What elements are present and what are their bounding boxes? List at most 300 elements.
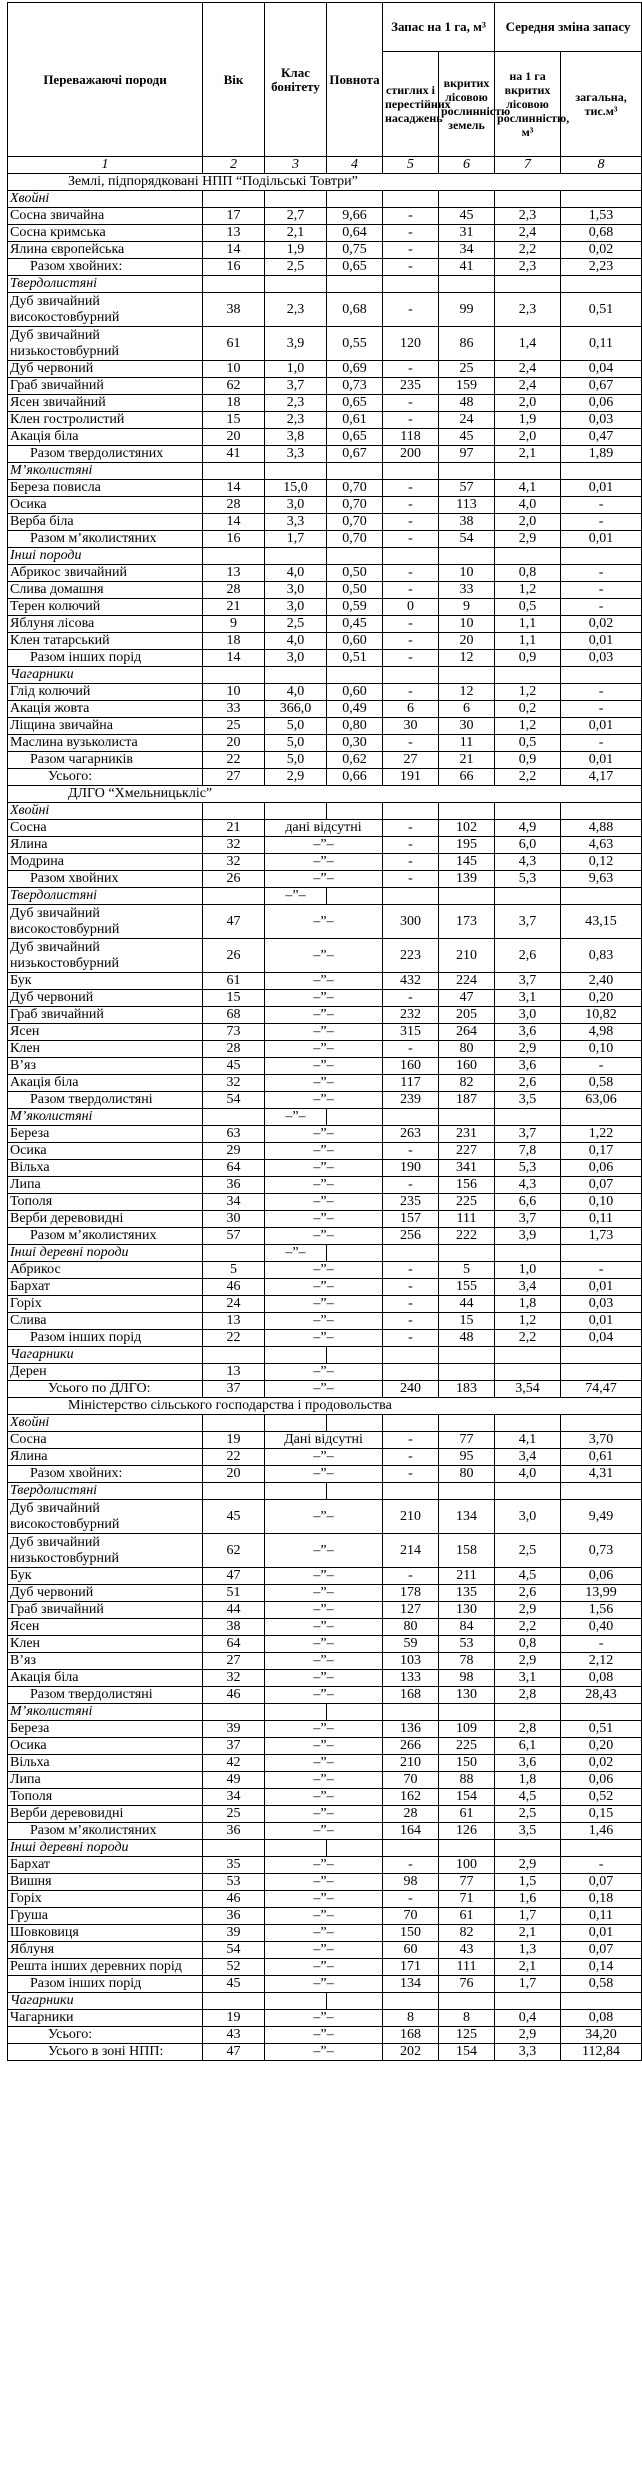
table-cell: –”–	[265, 1177, 383, 1194]
table-cell: 0,02	[561, 242, 642, 259]
table-cell: 1,2	[495, 1313, 561, 1330]
table-cell: 0,01	[561, 531, 642, 548]
subtotal-row	[8, 1466, 642, 1483]
table-cell: 2,9	[495, 1653, 561, 1670]
table-cell: 2,9	[495, 2027, 561, 2044]
table-cell: -	[383, 1313, 439, 1330]
table-cell: 10	[203, 361, 265, 378]
table-cell: 2,8	[495, 1687, 561, 1704]
header-change-group: Середня зміна запасу	[495, 3, 642, 52]
table-cell: 0,20	[561, 1738, 642, 1755]
table-cell: 0,62	[327, 752, 383, 769]
table-cell: 210	[439, 939, 495, 973]
table-cell: –”–	[265, 905, 383, 939]
table-cell: 158	[439, 1534, 495, 1568]
table-cell: 0,51	[561, 293, 642, 327]
table-cell: 98	[439, 1670, 495, 1687]
table-cell: 0,61	[327, 412, 383, 429]
table-cell: 80	[383, 1619, 439, 1636]
table-cell: 44	[203, 1602, 265, 1619]
table-cell: 76	[439, 1976, 495, 1993]
table-cell: –”–	[265, 1092, 383, 1109]
species-name: Акація жовта	[8, 701, 203, 718]
table-cell: 118	[383, 429, 439, 446]
table-cell: 1,0	[495, 1262, 561, 1279]
table-row	[8, 1619, 642, 1636]
table-row	[8, 1313, 642, 1330]
table-cell: 35	[203, 1857, 265, 1874]
subtotal-row	[8, 259, 642, 276]
table-cell: 111	[439, 1959, 495, 1976]
table-row	[8, 1007, 642, 1024]
table-cell: –”–	[265, 1313, 383, 1330]
table-cell: 5,0	[265, 752, 327, 769]
table-row	[8, 1160, 642, 1177]
table-cell	[561, 803, 642, 820]
table-cell: -	[383, 1296, 439, 1313]
table-cell: 45	[203, 1058, 265, 1075]
table-cell	[439, 191, 495, 208]
table-cell: Дані відсутні	[265, 1432, 383, 1449]
table-cell: 3,3	[265, 514, 327, 531]
table-cell: 45	[439, 208, 495, 225]
table-cell: 0,65	[327, 429, 383, 446]
table-cell: –”–	[265, 1585, 383, 1602]
table-cell: 222	[439, 1228, 495, 1245]
subtotal-row	[8, 446, 642, 463]
table-cell: 53	[203, 1874, 265, 1891]
table-cell: 1,73	[561, 1228, 642, 1245]
table-cell: 25	[203, 1806, 265, 1823]
table-cell: -	[383, 582, 439, 599]
table-cell: -	[383, 684, 439, 701]
species-name: Акація біла	[8, 1670, 203, 1687]
table-cell: 2,9	[495, 1041, 561, 1058]
table-cell: 39	[203, 1721, 265, 1738]
species-name: Ялина	[8, 1449, 203, 1466]
table-cell: 13	[203, 565, 265, 582]
table-cell	[327, 548, 383, 565]
table-row	[8, 225, 642, 242]
species-name: Осика	[8, 1143, 203, 1160]
table-cell: 159	[439, 378, 495, 395]
species-name: Решта інших деревних порід	[8, 1959, 203, 1976]
species-name: Дуб червоний	[8, 361, 203, 378]
table-cell: 5,3	[495, 1160, 561, 1177]
species-name: Сосна звичайна	[8, 208, 203, 225]
species-name: Глід колючий	[8, 684, 203, 701]
table-cell: 12	[439, 650, 495, 667]
table-cell: –”–	[265, 1160, 383, 1177]
table-row	[8, 1075, 642, 1092]
table-row	[8, 616, 642, 633]
table-cell: 53	[439, 1636, 495, 1653]
table-cell: –”–	[265, 1364, 383, 1381]
table-cell: 2,5	[495, 1534, 561, 1568]
table-cell: 227	[439, 1143, 495, 1160]
table-cell: 0,50	[327, 565, 383, 582]
table-cell: 111	[439, 1211, 495, 1228]
species-name: Береза	[8, 1721, 203, 1738]
table-cell: 8	[383, 2010, 439, 2027]
group-title: Твердолистяні	[8, 888, 203, 905]
group-title: Чагарники	[8, 1993, 203, 2010]
table-cell: 48	[439, 395, 495, 412]
species-name: Дуб звичайний високостовбурний	[8, 1500, 203, 1534]
table-cell: 223	[383, 939, 439, 973]
table-cell: 0,03	[561, 650, 642, 667]
table-cell: 80	[439, 1041, 495, 1058]
header-species: Переважаючі породи	[8, 3, 203, 157]
table-cell	[327, 276, 383, 293]
table-cell: 47	[203, 1568, 265, 1585]
table-cell: 14	[203, 480, 265, 497]
group-row	[8, 1483, 642, 1500]
table-cell: 25	[439, 361, 495, 378]
table-cell	[203, 1245, 265, 1262]
table-row	[8, 735, 642, 752]
table-row	[8, 1500, 642, 1534]
table-cell: 77	[439, 1432, 495, 1449]
table-cell	[561, 1704, 642, 1721]
table-cell: 202	[383, 2044, 439, 2061]
table-cell: –”–	[265, 1126, 383, 1143]
table-cell: -	[561, 684, 642, 701]
table-row	[8, 1058, 642, 1075]
table-cell: 139	[439, 871, 495, 888]
table-cell	[439, 1109, 495, 1126]
table-cell: 0,01	[561, 1313, 642, 1330]
table-cell	[265, 463, 327, 480]
table-cell: –”–	[265, 1194, 383, 1211]
section-row	[8, 174, 642, 191]
table-cell: 82	[439, 1925, 495, 1942]
table-cell: 0,55	[327, 327, 383, 361]
table-cell	[439, 1415, 495, 1432]
table-cell: 13	[203, 1364, 265, 1381]
table-cell	[495, 1704, 561, 1721]
table-cell: -	[383, 395, 439, 412]
table-cell: –”–	[265, 1296, 383, 1313]
table-cell: 156	[439, 1177, 495, 1194]
species-name: Усього в зоні НПП:	[8, 2044, 203, 2061]
table-cell: –”–	[265, 1058, 383, 1075]
table-cell	[327, 1415, 383, 1432]
group-title: Інші породи	[8, 548, 203, 565]
table-row	[8, 1874, 642, 1891]
table-cell: 210	[383, 1500, 439, 1534]
table-cell: 0,9	[495, 752, 561, 769]
species-name: Яблуня	[8, 1942, 203, 1959]
section-title: Землі, підпорядковані НПП “Подільські Товтри”	[8, 174, 642, 191]
species-name: Ясен звичайний	[8, 395, 203, 412]
table-cell: 43,15	[561, 905, 642, 939]
table-cell: 113	[439, 497, 495, 514]
table-cell: 432	[383, 973, 439, 990]
header-change-total: загальна, тис.м³	[561, 52, 642, 157]
table-cell	[561, 1364, 642, 1381]
table-cell: 13	[203, 225, 265, 242]
table-cell: 178	[383, 1585, 439, 1602]
table-cell: –”–	[265, 1670, 383, 1687]
table-cell	[327, 888, 383, 905]
species-name: Дуб червоний	[8, 1585, 203, 1602]
table-cell	[439, 1704, 495, 1721]
table-cell	[203, 1993, 265, 2010]
table-cell	[203, 548, 265, 565]
table-cell: -	[383, 1857, 439, 1874]
table-cell: 1,4	[495, 327, 561, 361]
group-title: М’яколистяні	[8, 463, 203, 480]
table-cell: 3,4	[495, 1279, 561, 1296]
table-cell: 1,7	[265, 531, 327, 548]
table-cell: 2,4	[495, 225, 561, 242]
table-cell	[439, 276, 495, 293]
table-cell: 0,07	[561, 1874, 642, 1891]
table-cell: 0,66	[327, 769, 383, 786]
table-cell: -	[383, 735, 439, 752]
table-cell	[495, 1415, 561, 1432]
table-cell: -	[383, 650, 439, 667]
table-cell: 4,9	[495, 820, 561, 837]
table-row	[8, 990, 642, 1007]
total-row	[8, 1381, 642, 1398]
table-cell	[383, 548, 439, 565]
header-change-per-ha: на 1 га вкритих лісовою рослинністю, м³	[495, 52, 561, 157]
table-cell: 36	[203, 1908, 265, 1925]
table-cell: 154	[439, 1789, 495, 1806]
table-cell	[383, 1840, 439, 1857]
species-name: Верби деревовидні	[8, 1806, 203, 1823]
table-cell: –”–	[265, 1449, 383, 1466]
table-cell: 0,52	[561, 1789, 642, 1806]
table-cell: 54	[203, 1942, 265, 1959]
table-cell: –”–	[265, 1653, 383, 1670]
table-row	[8, 1194, 642, 1211]
table-cell: 13,99	[561, 1585, 642, 1602]
table-cell: 190	[383, 1160, 439, 1177]
table-cell	[561, 1109, 642, 1126]
table-cell: 1,6	[495, 1891, 561, 1908]
table-row	[8, 1721, 642, 1738]
table-cell	[383, 1415, 439, 1432]
table-cell: 214	[383, 1534, 439, 1568]
table-cell	[561, 276, 642, 293]
table-cell: 0,50	[327, 582, 383, 599]
table-cell	[439, 1483, 495, 1500]
table-cell: 4,63	[561, 837, 642, 854]
species-name: Ялина європейська	[8, 242, 203, 259]
table-row	[8, 1449, 642, 1466]
table-cell: 2,3	[265, 395, 327, 412]
table-cell	[203, 191, 265, 208]
table-cell: 6	[439, 701, 495, 718]
table-cell	[439, 803, 495, 820]
table-cell: 0,18	[561, 1891, 642, 1908]
table-row	[8, 684, 642, 701]
table-cell: -	[561, 565, 642, 582]
species-name: Сосна кримська	[8, 225, 203, 242]
table-cell: 0,60	[327, 633, 383, 650]
table-cell: -	[561, 514, 642, 531]
table-cell: 24	[203, 1296, 265, 1313]
table-row	[8, 1296, 642, 1313]
table-cell	[561, 463, 642, 480]
group-title: Інші деревні породи	[8, 1840, 203, 1857]
table-cell: 15	[203, 412, 265, 429]
table-cell: 0,08	[561, 1670, 642, 1687]
table-cell: 45	[203, 1976, 265, 1993]
table-cell: 0,67	[561, 378, 642, 395]
species-name: Абрикос	[8, 1262, 203, 1279]
table-cell: 86	[439, 327, 495, 361]
species-name: Дерен	[8, 1364, 203, 1381]
group-title: М’яколистяні	[8, 1109, 203, 1126]
table-cell	[327, 1347, 383, 1364]
table-cell: 45	[439, 429, 495, 446]
table-cell: 82	[439, 1075, 495, 1092]
table-cell: –”–	[265, 1636, 383, 1653]
table-row	[8, 1585, 642, 1602]
species-name: Бук	[8, 1568, 203, 1585]
table-cell: -	[383, 531, 439, 548]
table-cell: 0,80	[327, 718, 383, 735]
table-cell: 6	[383, 701, 439, 718]
species-name: Разом твердолистяних	[8, 446, 203, 463]
table-cell: 21	[439, 752, 495, 769]
species-name: Дуб звичайний низькостовбурний	[8, 327, 203, 361]
species-name: Разом інших порід	[8, 1330, 203, 1347]
table-cell: –”–	[265, 990, 383, 1007]
table-cell: 205	[439, 1007, 495, 1024]
table-cell: 9,63	[561, 871, 642, 888]
table-cell: 3,9	[495, 1228, 561, 1245]
table-cell	[383, 191, 439, 208]
table-body	[8, 174, 642, 2061]
table-cell: 29	[203, 1143, 265, 1160]
table-cell: -	[383, 1041, 439, 1058]
table-cell	[383, 1364, 439, 1381]
table-row	[8, 1959, 642, 1976]
table-cell: 0,47	[561, 429, 642, 446]
table-cell: 2,40	[561, 973, 642, 990]
table-cell: 74,47	[561, 1381, 642, 1398]
table-row	[8, 1857, 642, 1874]
table-row	[8, 1772, 642, 1789]
table-cell: 24	[439, 412, 495, 429]
table-row	[8, 208, 642, 225]
table-cell	[439, 463, 495, 480]
table-cell	[327, 1483, 383, 1500]
species-name: Вільха	[8, 1160, 203, 1177]
table-cell	[439, 1993, 495, 2010]
table-cell: –”–	[265, 1942, 383, 1959]
table-cell: 17	[203, 208, 265, 225]
table-cell: 0,8	[495, 1636, 561, 1653]
total-row	[8, 769, 642, 786]
table-cell: 15,0	[265, 480, 327, 497]
subtotal-row	[8, 1823, 642, 1840]
table-cell: 71	[439, 1891, 495, 1908]
group-row	[8, 463, 642, 480]
table-cell: 2,12	[561, 1653, 642, 1670]
table-cell: –”–	[265, 1279, 383, 1296]
table-row	[8, 1925, 642, 1942]
table-cell: -	[383, 1143, 439, 1160]
table-cell: 20	[203, 735, 265, 752]
table-cell: 0,69	[327, 361, 383, 378]
table-cell: –”–	[265, 2010, 383, 2027]
table-cell: 2,2	[495, 769, 561, 786]
table-cell: 2,1	[265, 225, 327, 242]
table-cell: 14	[203, 242, 265, 259]
table-cell: 4,3	[495, 1177, 561, 1194]
table-cell: 0,9	[495, 650, 561, 667]
table-cell: 32	[203, 1670, 265, 1687]
table-cell: –”–	[265, 1041, 383, 1058]
table-cell: -	[383, 1449, 439, 1466]
table-cell	[203, 1483, 265, 1500]
table-cell: 59	[383, 1636, 439, 1653]
table-cell: 38	[203, 1619, 265, 1636]
table-cell: 62	[203, 378, 265, 395]
table-cell: -	[561, 599, 642, 616]
table-cell: 51	[203, 1585, 265, 1602]
table-row	[8, 480, 642, 497]
table-cell	[495, 1245, 561, 1262]
table-cell: -	[383, 497, 439, 514]
table-cell: 32	[203, 1075, 265, 1092]
table-cell: 366,0	[265, 701, 327, 718]
table-cell	[495, 888, 561, 905]
table-cell: 28	[383, 1806, 439, 1823]
table-cell: 225	[439, 1194, 495, 1211]
table-cell: 26	[203, 939, 265, 973]
group-title: Твердолистяні	[8, 276, 203, 293]
table-cell: 0,07	[561, 1942, 642, 1959]
table-cell: 112,84	[561, 2044, 642, 2061]
table-cell: 341	[439, 1160, 495, 1177]
table-cell: 34	[203, 1789, 265, 1806]
table-cell: 1,5	[495, 1874, 561, 1891]
species-name: Ялина	[8, 837, 203, 854]
table-cell: –”–	[265, 837, 383, 854]
table-cell: 2,2	[495, 1619, 561, 1636]
table-row	[8, 1534, 642, 1568]
section-row	[8, 786, 642, 803]
table-cell: 3,0	[265, 650, 327, 667]
table-cell: 61	[439, 1806, 495, 1823]
table-cell: 38	[203, 293, 265, 327]
table-cell: 1,22	[561, 1126, 642, 1143]
species-name: Разом чагарників	[8, 752, 203, 769]
table-row	[8, 1568, 642, 1585]
table-cell: 133	[383, 1670, 439, 1687]
table-cell	[495, 548, 561, 565]
group-row	[8, 276, 642, 293]
table-cell	[203, 1415, 265, 1432]
subtotal-row	[8, 531, 642, 548]
table-cell: 18	[203, 633, 265, 650]
table-cell: 160	[383, 1058, 439, 1075]
table-cell: 225	[439, 1738, 495, 1755]
subtotal-row	[8, 1228, 642, 1245]
table-cell: 1,9	[265, 242, 327, 259]
total-row	[8, 2044, 642, 2061]
table-cell: 136	[383, 1721, 439, 1738]
table-cell: 66	[439, 769, 495, 786]
group-row	[8, 1415, 642, 1432]
